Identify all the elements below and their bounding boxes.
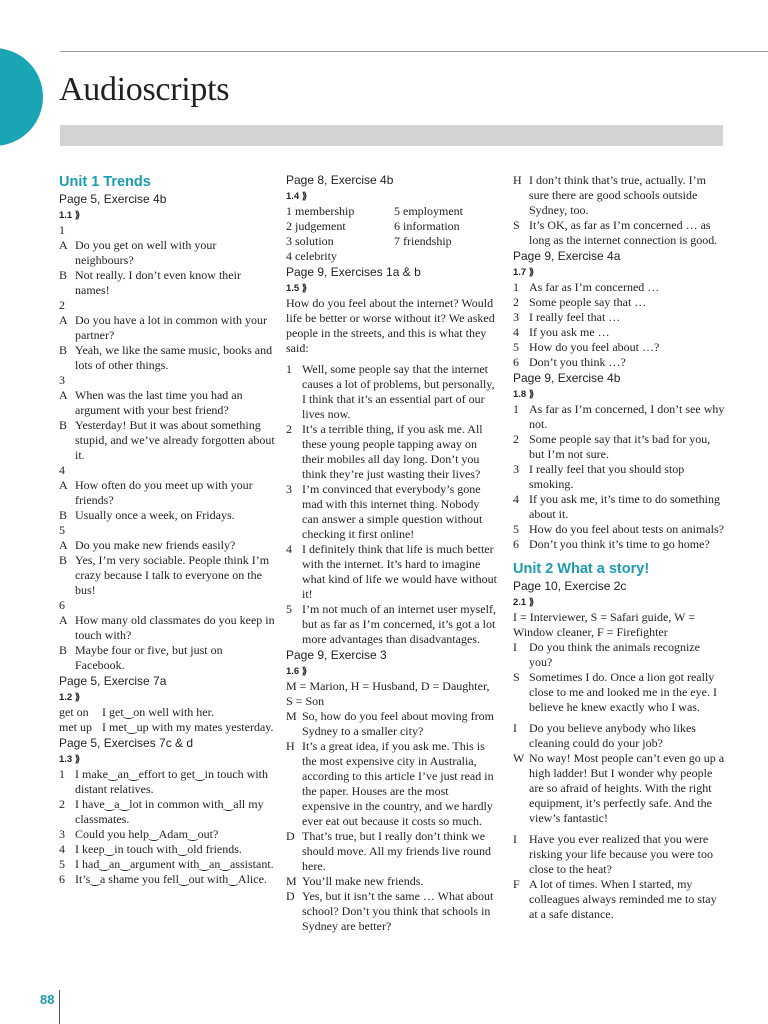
line-marker: I (513, 640, 517, 654)
word-left: 2 judgement (286, 219, 346, 233)
line-marker: 4 (59, 842, 65, 856)
line-text: It’s a great idea, if you ask me. This is the most expensive city in Australia, according to this article I’ve just read in the paper. Houses are the most expensive in the country, and we hardly ever eat out because it costs so much. (302, 739, 494, 828)
word-row (286, 204, 498, 219)
line-text: Do you believe anybody who likes cleaning could do your job? (529, 721, 696, 750)
script-line (59, 797, 275, 827)
script-line (286, 482, 498, 542)
script-line (59, 767, 275, 797)
line-marker: W (513, 751, 525, 765)
script-line (59, 343, 275, 373)
script-line (513, 295, 725, 310)
word-right (394, 249, 494, 264)
line-marker: 1 (286, 362, 292, 376)
line-marker: H (513, 173, 522, 187)
line-text: No way! Most people can’t even go up a high ladder! But I wonder why people are so afraid of heights. With the right equipment, it’s perfectly safe. And the view’s fantastic! (529, 751, 725, 825)
script-line (513, 751, 725, 826)
line-marker: 2 (286, 422, 292, 436)
line-marker: 1 (513, 280, 519, 294)
line-marker: B (59, 553, 68, 567)
line-text: Usually once a week, on Fridays. (75, 508, 235, 522)
section-heading: Page 9, Exercise 4a (513, 249, 621, 263)
track-number: 1.2 ⟫ (59, 692, 81, 703)
line-text: How do you feel about tests on animals? (529, 522, 724, 536)
script-line (286, 829, 498, 874)
script-line (286, 889, 498, 934)
line-marker: B (59, 418, 68, 432)
script-line (59, 613, 275, 643)
section-heading: Page 9, Exercise 4b (513, 371, 621, 385)
phrase-example: I get‿on well with her. (102, 705, 214, 719)
script-line (59, 268, 275, 298)
page-number: 88 (40, 992, 55, 1007)
script-line (513, 310, 725, 325)
line-marker: 3 (286, 482, 292, 496)
word-right: 7 friendship (394, 234, 452, 248)
line-marker: 6 (513, 355, 519, 369)
page-number-rule (59, 990, 60, 1024)
line-marker: A (59, 478, 68, 492)
line-text: So, how do you feel about moving from Sydney to a smaller city? (302, 709, 494, 738)
line-marker: 1 (59, 767, 65, 781)
line-marker: 5 (286, 602, 292, 616)
line-text: I really feel that … (529, 310, 621, 324)
line-text: Have you ever realized that you were risking your life because you were too close to the heat? (529, 832, 713, 876)
line-marker: B (59, 343, 68, 357)
script-line (513, 173, 725, 218)
line-marker: 1 (513, 402, 519, 416)
script-line (59, 508, 275, 523)
line-text: Do you have a lot in common with your partner? (75, 313, 267, 342)
section-heading: Page 5, Exercise 4b (59, 192, 167, 206)
script-line (513, 832, 725, 877)
line-marker: D (286, 829, 295, 843)
line-text: You’ll make new friends. (302, 874, 424, 888)
script-line (513, 218, 725, 248)
line-marker: 3 (513, 310, 519, 324)
script-line (513, 877, 725, 922)
script-line (513, 537, 725, 552)
line-text: As far as I’m concerned, I don’t see why not. (529, 402, 725, 431)
column-1 (59, 173, 275, 887)
script-line (513, 340, 725, 355)
section-heading: Page 10, Exercise 2c (513, 579, 627, 593)
word-row (286, 249, 498, 264)
word-left: 4 celebrity (286, 249, 337, 263)
page-title: Audioscripts (59, 71, 230, 108)
line-text: I don’t think that’s true, actually. I’m sure there are good schools outside Sydney, too. (529, 173, 706, 217)
line-text: I definitely think that life is much better with the internet. It’s hard to imagine what kind of life we would have without it! (302, 542, 497, 601)
line-marker: B (59, 268, 68, 282)
script-line (286, 709, 498, 739)
script-line (286, 874, 498, 889)
line-marker: A (59, 388, 68, 402)
unit-heading: Unit 2 What a story! (513, 561, 650, 577)
line-text: How often do you meet up with your friends? (75, 478, 253, 507)
line-text: Do you think the animals recognize you? (529, 640, 700, 669)
script-line (513, 670, 725, 715)
script-text: I = Interviewer, S = Safari guide, W = Window cleaner, F = Firefighter (513, 610, 695, 639)
script-line (513, 640, 725, 670)
line-text: I have‿a‿lot in common with‿all my classmates. (75, 797, 264, 826)
script-line (513, 325, 725, 340)
track-number: 1.8 ⟫ (513, 389, 535, 400)
line-marker: 4 (286, 542, 292, 556)
line-text: A lot of times. When I started, my colleagues always reminded me to stay at a safe distance. (529, 877, 717, 921)
line-marker: 4 (513, 325, 519, 339)
line-text: Do you make new friends easily? (75, 538, 236, 552)
word-row (286, 234, 498, 249)
script-text: 5 (59, 523, 65, 537)
track-number: 1.1 ⟫ (59, 210, 81, 221)
word-left: 1 membership (286, 204, 355, 218)
line-text: I’m not much of an internet user myself, but as far as I’m concerned, it’s got a lot more advantages than disadvantages. (302, 602, 496, 646)
line-marker: A (59, 613, 68, 627)
script-line (59, 857, 275, 872)
track-number: 1.7 ⟫ (513, 267, 535, 278)
word-right: 5 employment (394, 204, 463, 218)
line-text: It’s‿a shame you fell‿out with‿Alice. (75, 872, 267, 886)
phrase-key: get on (59, 705, 89, 719)
script-line (286, 422, 498, 482)
line-text: If you ask me … (529, 325, 610, 339)
script-line (59, 538, 275, 553)
line-text: Maybe four or five, but just on Facebook. (75, 643, 223, 672)
track-number: 1.5 ⟫ (286, 283, 308, 294)
line-text: It’s a terrible thing, if you ask me. All these young people tapping away on their mobiles all day long. Don’t you think they’re just wasting their lives? (302, 422, 483, 481)
section-heading: Page 9, Exercises 1a & b (286, 265, 421, 279)
line-marker: M (286, 709, 297, 723)
line-text: When was the last time you had an argument with your best friend? (75, 388, 243, 417)
line-text: Not really. I don’t even know their names! (75, 268, 241, 297)
line-text: Well, some people say that the internet causes a lot of problems, but personally, I think that it’s an essential part of our lives now. (302, 362, 495, 421)
line-marker: S (513, 670, 520, 684)
line-marker: 5 (59, 857, 65, 871)
line-text: Yes, but it isn’t the same … What about school? Don’t you think that schools in Sydney are better? (302, 889, 494, 933)
script-line (59, 872, 275, 887)
script-text: 3 (59, 373, 65, 387)
script-line (59, 643, 275, 673)
line-text: It’s OK, as far as I’m concerned … as long as the internet connection is good. (529, 218, 718, 247)
line-marker: I (513, 721, 517, 735)
script-line (513, 721, 725, 751)
line-marker: 2 (59, 797, 65, 811)
script-line (286, 362, 498, 422)
word-row (286, 219, 498, 234)
script-text: M = Marion, H = Husband, D = Daughter, S = Son (286, 679, 490, 708)
line-text: Sometimes I do. Once a lion got really close to me and looked me in the eye. I believe he knew exactly who I was. (529, 670, 717, 714)
script-line (59, 478, 275, 508)
line-marker: A (59, 538, 68, 552)
line-marker: A (59, 238, 68, 252)
column-3 (513, 173, 725, 922)
script-line (59, 827, 275, 842)
line-marker: M (286, 874, 297, 888)
line-text: Don’t you think it’s time to go home? (529, 537, 710, 551)
phrase-row (59, 720, 275, 735)
track-number: 1.3 ⟫ (59, 754, 81, 765)
line-text: Do you get on well with your neighbours? (75, 238, 217, 267)
phrase-example: I met‿up with my mates yesterday. (102, 720, 274, 734)
script-line (513, 355, 725, 370)
script-line (286, 542, 498, 602)
script-line (286, 739, 498, 829)
line-text: Don’t you think …? (529, 355, 626, 369)
line-text: Yesterday! But it was about something stupid, and we’ve already forgotten about it. (75, 418, 275, 462)
top-rule (60, 51, 768, 52)
line-text: I keep‿in touch with‿old friends. (75, 842, 242, 856)
line-marker: 5 (513, 340, 519, 354)
line-marker: 6 (59, 872, 65, 886)
header-bar (60, 125, 723, 146)
script-line (513, 432, 725, 462)
chapter-tab (0, 48, 43, 146)
line-text: Some people say that … (529, 295, 647, 309)
phrase-row (59, 705, 275, 720)
line-text: How many old classmates do you keep in touch with? (75, 613, 275, 642)
script-text: 6 (59, 598, 65, 612)
track-number: 1.6 ⟫ (286, 666, 308, 677)
line-text: Yeah, we like the same music, books and lots of other things. (75, 343, 273, 372)
line-text: I had‿an‿argument with‿an‿assistant. (75, 857, 274, 871)
line-text: Some people say that it’s bad for you, but I’m not sure. (529, 432, 711, 461)
script-text: 2 (59, 298, 65, 312)
unit-heading: Unit 1 Trends (59, 174, 151, 190)
line-marker: B (59, 508, 68, 522)
line-marker: A (59, 313, 68, 327)
column-2 (286, 173, 498, 934)
script-line (59, 842, 275, 857)
phrase-key: met up (59, 720, 92, 734)
script-line (513, 492, 725, 522)
word-left: 3 solution (286, 234, 334, 248)
line-text: As far as I’m concerned … (529, 280, 660, 294)
section-heading: Page 5, Exercises 7c & d (59, 736, 194, 750)
script-line (513, 280, 725, 295)
script-line (59, 238, 275, 268)
track-number: 1.4 ⟫ (286, 191, 308, 202)
line-marker: B (59, 643, 68, 657)
line-text: Yes, I’m very sociable. People think I’m crazy because I talk to everyone on the bus! (75, 553, 270, 597)
line-marker: H (286, 739, 295, 753)
script-line (59, 313, 275, 343)
script-line (513, 522, 725, 537)
section-heading: Page 9, Exercise 3 (286, 648, 387, 662)
script-line (59, 418, 275, 463)
track-number: 2.1 ⟫ (513, 597, 535, 608)
line-text: I make‿an‿effort to get‿in touch with distant relatives. (75, 767, 268, 796)
script-line (513, 462, 725, 492)
line-marker: S (513, 218, 520, 232)
line-marker: 3 (59, 827, 65, 841)
script-line (59, 553, 275, 598)
script-line (513, 402, 725, 432)
script-line (286, 602, 498, 647)
line-marker: 4 (513, 492, 519, 506)
script-line (59, 388, 275, 418)
line-marker: F (513, 877, 520, 891)
line-marker: I (513, 832, 517, 846)
script-text: 4 (59, 463, 65, 477)
section-heading: Page 8, Exercise 4b (286, 173, 394, 187)
line-text: If you ask me, it’s time to do something about it. (529, 492, 720, 521)
word-right: 6 information (394, 219, 460, 233)
line-marker: 5 (513, 522, 519, 536)
line-marker: 2 (513, 295, 519, 309)
line-marker: 6 (513, 537, 519, 551)
line-marker: 3 (513, 462, 519, 476)
script-text: How do you feel about the internet? Would life be better or worse without it? We asked people in the streets, and this is what they said: (286, 296, 495, 355)
script-text: 1 (59, 223, 65, 237)
line-text: How do you feel about …? (529, 340, 660, 354)
line-text: That’s true, but I really don’t think we should move. All my friends live round here. (302, 829, 491, 873)
line-marker: 2 (513, 432, 519, 446)
section-heading: Page 5, Exercise 7a (59, 674, 167, 688)
line-text: Could you help‿Adam‿out? (75, 827, 219, 841)
line-text: I really feel that you should stop smoking. (529, 462, 685, 491)
line-marker: D (286, 889, 295, 903)
line-text: I’m convinced that everybody’s gone mad with this internet thing. Nobody can answer a simple question without checking it first online! (302, 482, 483, 541)
